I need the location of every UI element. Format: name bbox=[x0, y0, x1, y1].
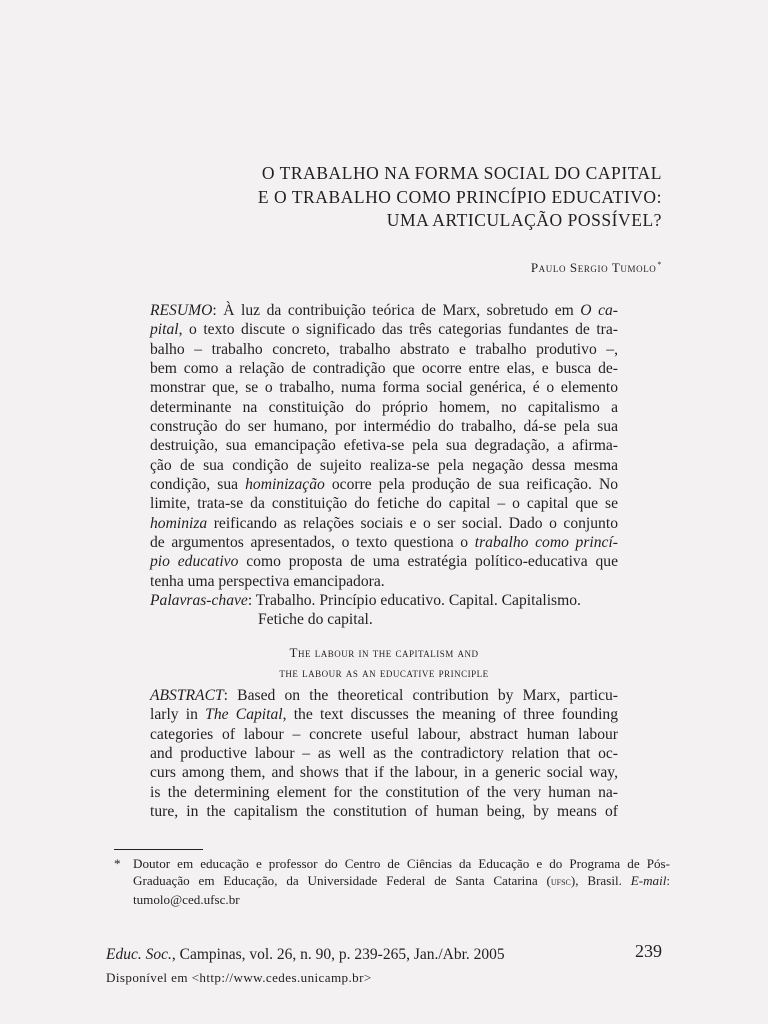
abstract-text: larly in bbox=[150, 706, 206, 724]
resumo-line: bem como a relação de contradição que ocorre entre elas, e busca de- bbox=[150, 360, 618, 378]
abstract-line: categories of labour – concrete useful labour, abstract human labour bbox=[150, 725, 618, 743]
resumo-line: tenha uma perspectiva emancipadora. bbox=[150, 572, 385, 590]
abstract-text: , the text discusses the meaning of three founding bbox=[282, 706, 618, 724]
footnote-email: tumolo@ced.ufsc.br bbox=[133, 892, 240, 907]
resumo-line bbox=[150, 514, 618, 533]
resumo-text: , o texto discute o significado das três categorias fundantes de tra- bbox=[178, 321, 618, 339]
resumo-line: construção do ser humano, por intermédio do trabalho, dá-se pela sua bbox=[150, 418, 618, 436]
author-footnote-mark: * bbox=[657, 260, 662, 269]
abstract-line: curs among them, and shows that if the labour, in a generic social way, bbox=[150, 764, 618, 782]
resumo-line: destruição, sua emancipação efetiva-se pela sua degradação, a afirma- bbox=[150, 437, 618, 455]
article-title bbox=[258, 162, 662, 233]
journal-details: , Campinas, vol. 26, n. 90, p. 239-265, Jan./Abr. 2005 bbox=[171, 946, 505, 963]
footnote-acronym: ufsc bbox=[550, 876, 571, 888]
abstract-line: and productive labour – as well as the contradictory relation that oc- bbox=[150, 745, 618, 763]
resumo-italic: hominização bbox=[245, 476, 325, 494]
footnote bbox=[114, 855, 670, 908]
resumo-text: de argumentos apresentados, o texto questiona o bbox=[150, 534, 475, 552]
resumo-line: balho – trabalho concreto, trabalho abstrato e trabalho produtivo –, bbox=[150, 340, 618, 358]
resumo-text: condição, sua bbox=[150, 476, 246, 494]
keywords-label: Palavras-chave bbox=[150, 592, 248, 609]
resumo-italic: hominiza bbox=[150, 514, 208, 532]
journal-citation bbox=[106, 946, 505, 964]
resumo-label: RESUMO bbox=[150, 302, 213, 319]
resumo-line: monstrar que, se o trabalho, numa forma social genérica, é o elemento bbox=[150, 379, 618, 397]
title-line-3: UMA ARTICULAÇÃO POSSÍVEL? bbox=[386, 210, 662, 230]
title-line-1: O TRABALHO NA FORMA SOCIAL DO CAPITAL bbox=[261, 163, 662, 183]
footnote-divider bbox=[114, 849, 203, 850]
resumo-italic: pio educativo bbox=[150, 553, 239, 571]
abstract-line bbox=[150, 686, 618, 705]
resumo-line: limite, trata-se da constituição do fetiche do capital – o capital que se bbox=[150, 495, 618, 513]
abstract-line bbox=[150, 705, 618, 724]
author-name bbox=[531, 260, 662, 276]
resumo-italic: O ca- bbox=[580, 302, 618, 319]
resumo-text: reificando as relações sociais e o ser social. Dado o conjunto bbox=[207, 514, 618, 532]
resumo-text: ocorre pela produção de sua reificação. No bbox=[324, 476, 618, 494]
footnote-text: Graduação em Educação, da Universidade Federal de Santa Catarina ( bbox=[133, 873, 551, 888]
abstract-paragraph bbox=[150, 686, 618, 821]
keywords-line-2: Fetiche do capital. bbox=[258, 611, 373, 629]
footnote-body bbox=[133, 855, 670, 908]
footnote-text: ), Brasil. bbox=[570, 873, 631, 888]
english-title-line-2: the labour as an educative principle bbox=[279, 665, 489, 680]
resumo-line bbox=[150, 320, 618, 339]
abstract-label: ABSTRACT bbox=[150, 687, 224, 704]
resumo-line: ção de sua condição de sujeito realiza-se pela negação dessa mesma bbox=[150, 456, 618, 474]
author-name-text: Paulo Sergio Tumolo bbox=[530, 260, 657, 275]
resumo-italic: trabalho como princí- bbox=[474, 534, 618, 552]
journal-name: Educ. Soc. bbox=[106, 946, 172, 963]
footnote-line-2 bbox=[133, 872, 670, 891]
footnote-text: : bbox=[666, 873, 670, 888]
availability-line: Disponível em <http://www.cedes.unicamp.br> bbox=[106, 970, 372, 985]
resumo-paragraph bbox=[150, 301, 618, 591]
resumo-italic: pital bbox=[150, 321, 179, 339]
resumo-line bbox=[150, 475, 618, 494]
resumo-text: como proposta de uma estratégia político-educativa que bbox=[238, 553, 618, 571]
resumo-line bbox=[150, 552, 618, 571]
abstract-italic: The Capital bbox=[205, 706, 283, 724]
footnote-email-label: E-mail bbox=[630, 873, 667, 888]
english-title-line-1: The labour in the capitalism and bbox=[289, 645, 479, 660]
page-number: 239 bbox=[635, 941, 662, 961]
english-title bbox=[150, 643, 618, 683]
keywords bbox=[150, 591, 618, 630]
resumo-text: : À luz da contribuição teórica de Marx, sobretudo em bbox=[212, 302, 581, 319]
resumo-line bbox=[150, 533, 618, 552]
title-line-2: E O TRABALHO COMO PRINCÍPIO EDUCATIVO: bbox=[257, 186, 662, 207]
resumo-line: determinante na constituição do próprio homem, no capitalismo a bbox=[150, 398, 618, 416]
resumo-line bbox=[150, 301, 618, 320]
footnote-mark: * bbox=[114, 856, 121, 871]
footnote-line-1: Doutor em educação e professor do Centro de Ciências da Educação e do Programa de Pós- bbox=[133, 856, 670, 871]
abstract-text: : Based on the theoretical contribution by Marx, particu- bbox=[223, 687, 618, 704]
keywords-line-1 bbox=[150, 591, 618, 610]
abstract-line: is the determining element for the constitution of the very human na- bbox=[150, 783, 618, 801]
abstract-line: ture, in the capitalism the constitution of human being, by means of bbox=[150, 803, 618, 821]
keywords-text: : Trabalho. Princípio educativo. Capital. Capitalismo. bbox=[247, 592, 581, 609]
